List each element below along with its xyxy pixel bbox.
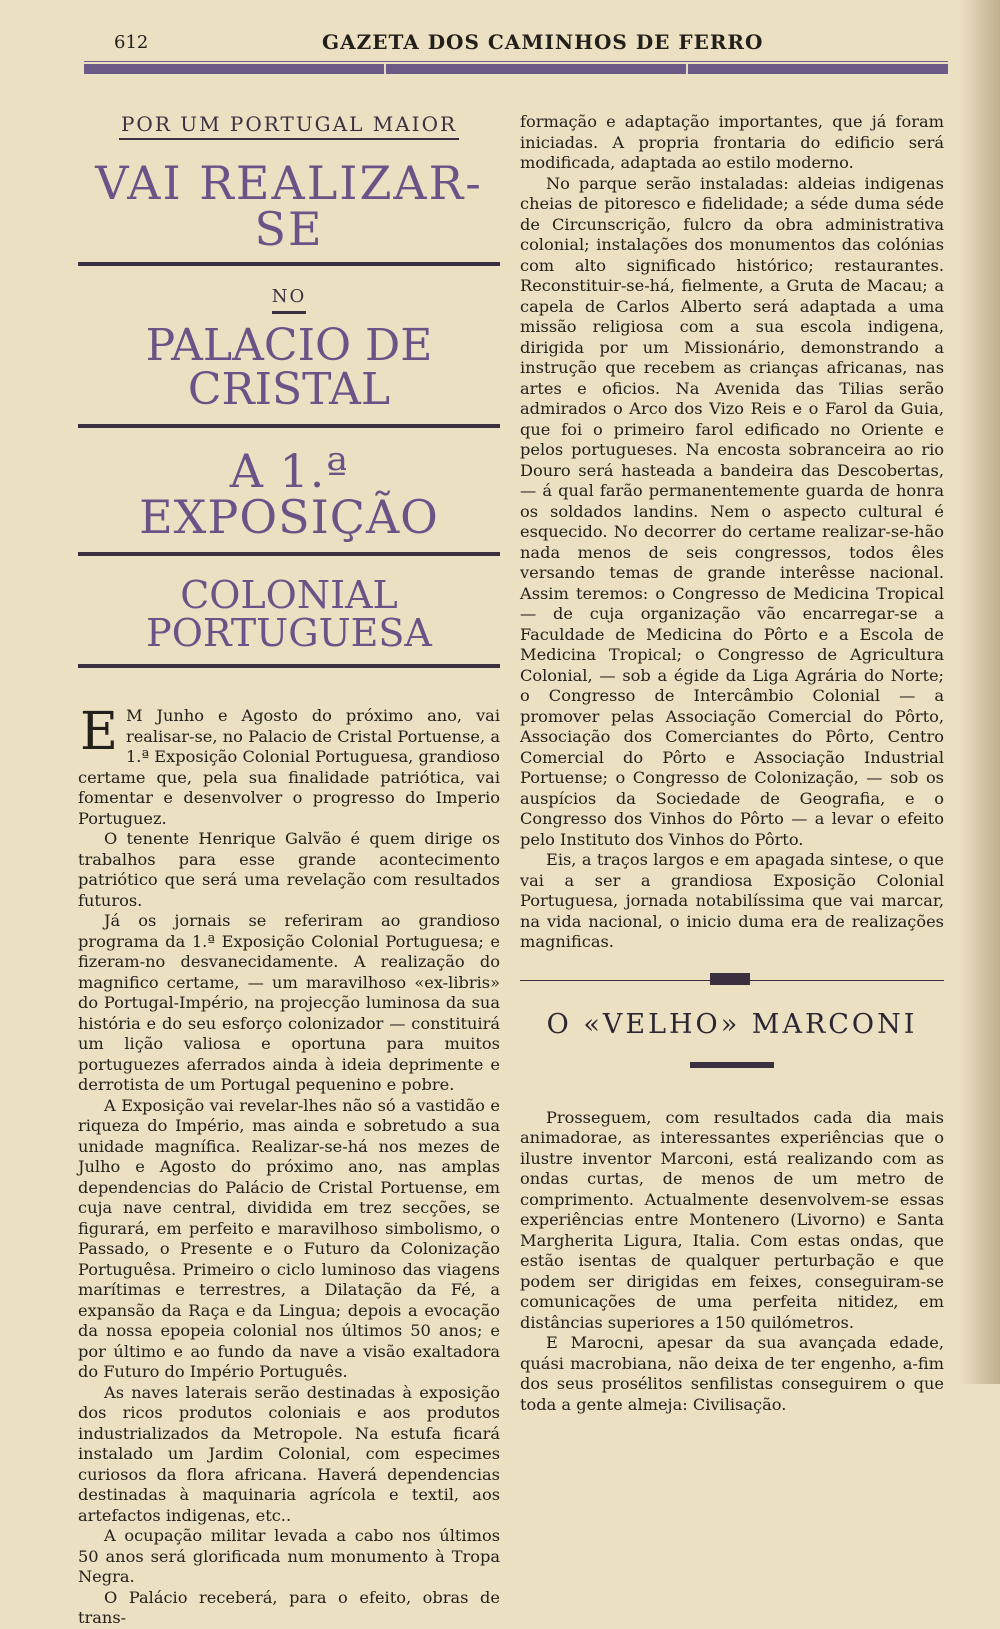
title-rule — [78, 424, 500, 428]
title-line-3: PALACIO DE CRISTAL — [145, 320, 433, 415]
title-line-4: A 1.ª EXPOSIÇÃO — [139, 444, 439, 544]
paragraph: A ocupação militar levada a cabo nos últimos 50 anos será glorificada num monumento à Tropa Negra. — [78, 1526, 500, 1586]
paragraph: O Palácio receberá, para o efeito, obras de trans- — [78, 1587, 500, 1627]
header-rule — [84, 64, 948, 74]
title-rule — [78, 552, 500, 556]
title-line-5: COLONIAL PORTUGUESA — [146, 573, 432, 655]
paragraph: No parque serão instaladas: aldeias indigenas cheias de pitoresco e fidelidade; a séde duma séde de Circunscrição, fulcro da obra administrativa colonial; instalações dos monumentos das colónias com alto significado histórico; restaurantes. Reconstituir-se-há, fielmente, a Gruta de Macau; a capela de Carlos Alberto será adaptada a uma missão religiosa com a sua escola indigena, dirigida por um Missionário, demonstrando a instrução que recebem as crianças africanas, nas artes e oficios. Na Avenida das Tilias serão admirados o Arco dos Vizo Reis e o Farol da Guia, que foi o primeiro farol edificado no Oriente e pelos portugueses. Na encosta sobranceira ao rio Douro será hasteada a bandeira das Descobertas, — á qual farão permanentemente guarda de honra os soldados landins. Nem o aspecto cultural é esquecido. No decorrer do certame realizar-se-hão nada menos de seis congressos, todos êles versando temas de grande interêsse nacional. Assim teremos: o Congresso de Medicina Tropical — de cuja organização vão encarregar-se a Faculdade de Medicina do Pôrto e a Escola de Medicina Tropical; o Congresso de Agricultura Colonial, — sob a égide da Liga Agrária do Norte; o Congresso de Intercâmbio Colonial — a promover pelas Associação Comercial do Pôrto, Associação dos Comerciantes do Pôrto, Centro Comercial do Pôrto e Associação Industrial Portuense; o Congresso de Colonização, — sob os auspícios da Sociedade de Geografia, e o Congresso dos Vinhos do Pôrto — a levar o efeito pelo Instituto dos Vinhos do Pôrto. — [520, 173, 944, 849]
page-header — [80, 30, 948, 54]
paragraph: Prosseguem, com resultados cada dia mais animadorae, as interessantes experiências que o ilustre inventor Marconi, está realizando com as ondas curtas, de menos de um metro de comprimento. Actualmente desenvolvem-se essas experiências entre Montenero (Livorno) e Santa Margherita Ligura, Italia. Com estas ondas, que estão isentas de qualquer perturbação e que podem ser dirigidas em feixes, conseguiram-se comunicações de uma perfeita nitidez, em distâncias superiores a 150 quilómetros. — [520, 1107, 944, 1332]
section-divider — [520, 971, 944, 989]
paragraph: O tenente Henrique Galvão é quem dirige os trabalhos para esse grande acontecimento patriótico que será uma revelação com resultados futuros. — [78, 829, 500, 910]
left-column — [78, 112, 500, 1629]
paragraph: As naves laterais serão destinadas à exposição dos ricos produtos coloniais e aos produtos industrializados da Metropole. Na estufa ficará instalado um Jardim Colonial, com especimes curiosos da flora africana. Haverá dependencias destinadas à maquinaria agrícola e textil, aos artefactos indigenas, etc.. — [78, 1382, 500, 1525]
title-rule — [78, 262, 500, 266]
ornament-icon — [710, 973, 750, 985]
article-body-left — [78, 702, 500, 1629]
article-body-right — [520, 112, 944, 953]
article-kicker: POR UM PORTUGAL MAIOR — [78, 112, 500, 136]
article-title: O «VELHO» MARCONI — [546, 1008, 918, 1040]
right-column — [520, 112, 944, 1415]
page-edge-shadow — [960, 0, 1000, 1384]
article-body — [520, 1108, 944, 1416]
running-title: GAZETA DOS CAMINHOS DE FERRO — [322, 30, 764, 54]
paragraph: Já os jornais se referiram ao grandioso programa da 1.ª Exposição Colonial Portuguesa; e fizeram-no desvanecidamente. A realização do magnifico certame, — um maravilhoso «ex-libris» do Portugal-Império, na projecção luminosa da sua história e do seu esforço colonizador — constituirá um lição valiosa e oportuna para muitos portuguezes aferrados ainda à ideia deprimente e derrotista de um Portugal pequenino e pobre. — [78, 911, 500, 1094]
title-line-2: NO — [78, 288, 500, 306]
drop-cap: E — [80, 702, 118, 762]
paragraph: Eis, a traços largos e em apagada sintese, o que vai a ser a grandiosa Exposição Colonial Portuguesa, jornada notabilíssima que vai marcar, na vida nacional, o inicio duma era de realizações magnificas. — [520, 850, 944, 951]
paragraph: E Marocni, apesar da sua avançada edade, quási macrobiana, não deixa de ter engenho, a-fim dos seus prosélitos senfilistas conseguirem o que toda a gente almeja: Civilisação. — [520, 1333, 944, 1414]
title-line-1: VAI REALIZAR-SE — [95, 156, 483, 256]
paragraph: A Exposição vai revelar-lhes não só a vastidão e riqueza do Império, mas ainda e sobretudo a sua unidade magnífica. Realizar-se-há nos mezes de Julho e Agosto do próximo ano, nas amplas dependencias do Palácio de Cristal Portuense, em cuja nave central, dividida em trez secções, se figurará, em perfeito e maravilhoso simbolismo, o Passado, o Presente e o Futuro da Colonização Portuguêsa. Primeiro o ciclo luminoso das viagens marítimas e terrestres, a Dilatação da Fé, a expansão da Raça e da Lingua; depois a evocação da nossa epopeia colonial nos últimos 50 anos; e por último e ao fundo da nave a visão exaltadora do Futuro do Império Português. — [78, 1095, 500, 1381]
paragraph: formação e adaptação importantes, que já foram iniciadas. A propria frontaria do edificio será modificada, adaptada ao estilo moderno. — [520, 112, 944, 172]
title-rule — [78, 664, 500, 668]
page-number: 612 — [114, 32, 149, 53]
title-bar — [690, 1062, 774, 1068]
paragraph: M Junho e Agosto do próximo ano, vai realisar-se, no Palacio de Cristal Portuense, a 1.ª Exposição Colonial Portuguesa, grandioso certame que, pela sua finalidade patriótica, vai fomentar e desenvolver o progresso do Imperio Portuguez. — [78, 706, 500, 828]
